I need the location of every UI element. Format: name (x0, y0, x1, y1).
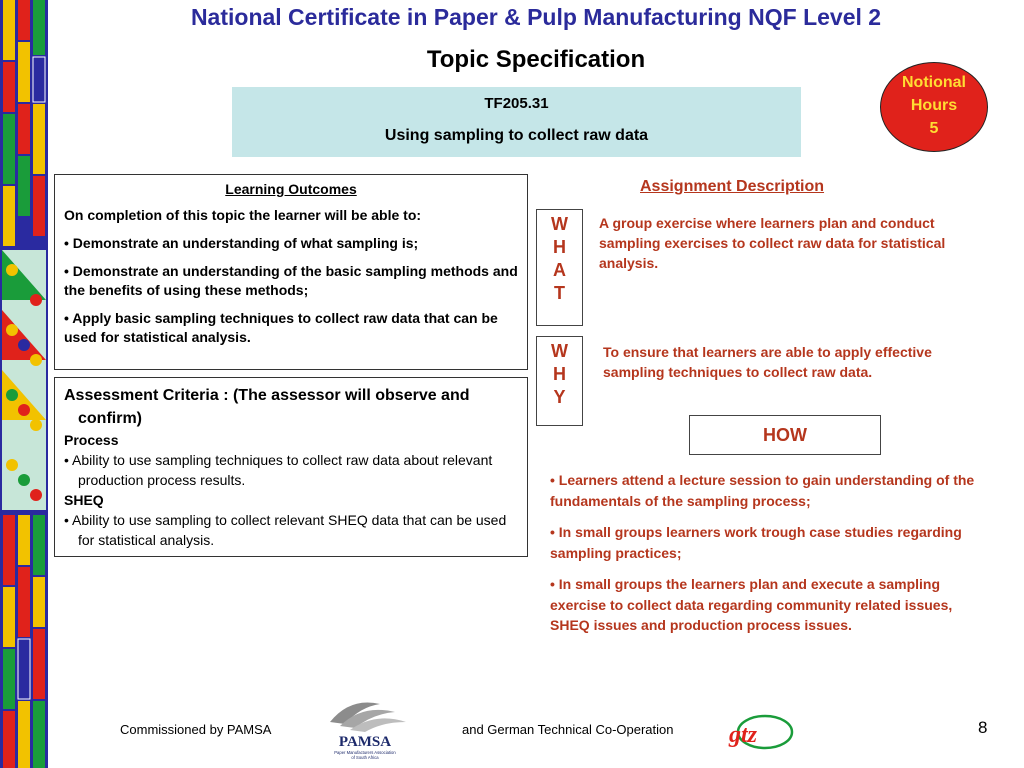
what-label-box (536, 209, 583, 326)
learning-outcome-item: • Demonstrate an understanding of the basic sampling methods and the benefits of using these methods; (64, 263, 518, 298)
assignment-heading: Assignment Description (640, 178, 825, 195)
why-letter: H (553, 364, 566, 384)
svg-text:Paper Manufacturers Associatio: Paper Manufacturers Association (334, 750, 396, 755)
how-list (550, 470, 990, 647)
page-title: National Certificate in Paper & Pulp Manufacturing NQF Level 2 (190, 4, 882, 30)
gtz-logo (725, 712, 797, 754)
assessment-sheq-label: SHEQ (64, 492, 104, 508)
footer-cooperation: and German Technical Co-Operation (462, 722, 674, 737)
page-subtitle: Topic Specification (426, 46, 646, 73)
what-letter: W (551, 214, 568, 234)
learning-outcomes-intro: On completion of this topic the learner will be able to: (64, 207, 422, 223)
why-label-box (536, 336, 583, 426)
topic-header-box (232, 87, 801, 157)
assessment-criteria-box (54, 377, 528, 557)
learning-outcomes-heading: Learning Outcomes (225, 181, 357, 197)
svg-text:PAMSA: PAMSA (338, 734, 392, 750)
assessment-heading: Assessment Criteria : (The assessor will observe and confirm) (64, 387, 470, 427)
what-letter: A (553, 260, 566, 280)
why-letter: W (551, 341, 568, 361)
learning-outcomes-box (54, 174, 528, 370)
topic-code: TF205.31 (484, 95, 549, 112)
learning-outcome-item: • Demonstrate an understanding of what sampling is; (64, 235, 419, 251)
why-letter: Y (553, 387, 566, 407)
assessment-process-item: • Ability to use sampling techniques to collect raw data about relevant production process results. (64, 452, 493, 488)
why-description: To ensure that learners are able to apply effective sampling techniques to collect raw data. (603, 344, 932, 380)
assessment-process-label: Process (64, 432, 119, 448)
page-number: 8 (978, 718, 988, 737)
how-item: • Learners attend a lecture session to gain understanding of the fundamentals of the sampling process; (550, 472, 975, 509)
svg-text:gtz: gtz (729, 722, 758, 748)
topic-name: Using sampling to collect raw data (384, 127, 649, 144)
what-description: A group exercise where learners plan and conduct sampling exercises to collect raw data for statistical analysis. (599, 215, 946, 271)
notional-hours-label-1: Notional (902, 74, 966, 91)
notional-hours-badge (880, 62, 988, 152)
notional-hours-label-2: Hours (910, 97, 958, 114)
footer-commissioned: Commissioned by PAMSA (120, 722, 272, 737)
assessment-sheq-item: • Ability to use sampling to collect relevant SHEQ data that can be used for statistical analysis. (64, 512, 507, 548)
svg-text:of South Africa: of South Africa (351, 755, 379, 760)
how-item: • In small groups the learners plan and execute a sampling exercise to collect data regarding community related issues, SHEQ issues and production process issues. (550, 576, 953, 633)
how-label-box: HOW (689, 415, 881, 455)
learning-outcome-item: • Apply basic sampling techniques to collect raw data that can be used for statistical analysis. (64, 310, 498, 345)
what-letter: T (554, 283, 565, 303)
pamsa-logo (320, 692, 410, 762)
decorative-border (0, 0, 48, 768)
what-letter: H (553, 237, 566, 257)
how-item: • In small groups learners work trough case studies regarding sampling practices; (550, 524, 962, 561)
notional-hours-value: 5 (929, 120, 939, 137)
